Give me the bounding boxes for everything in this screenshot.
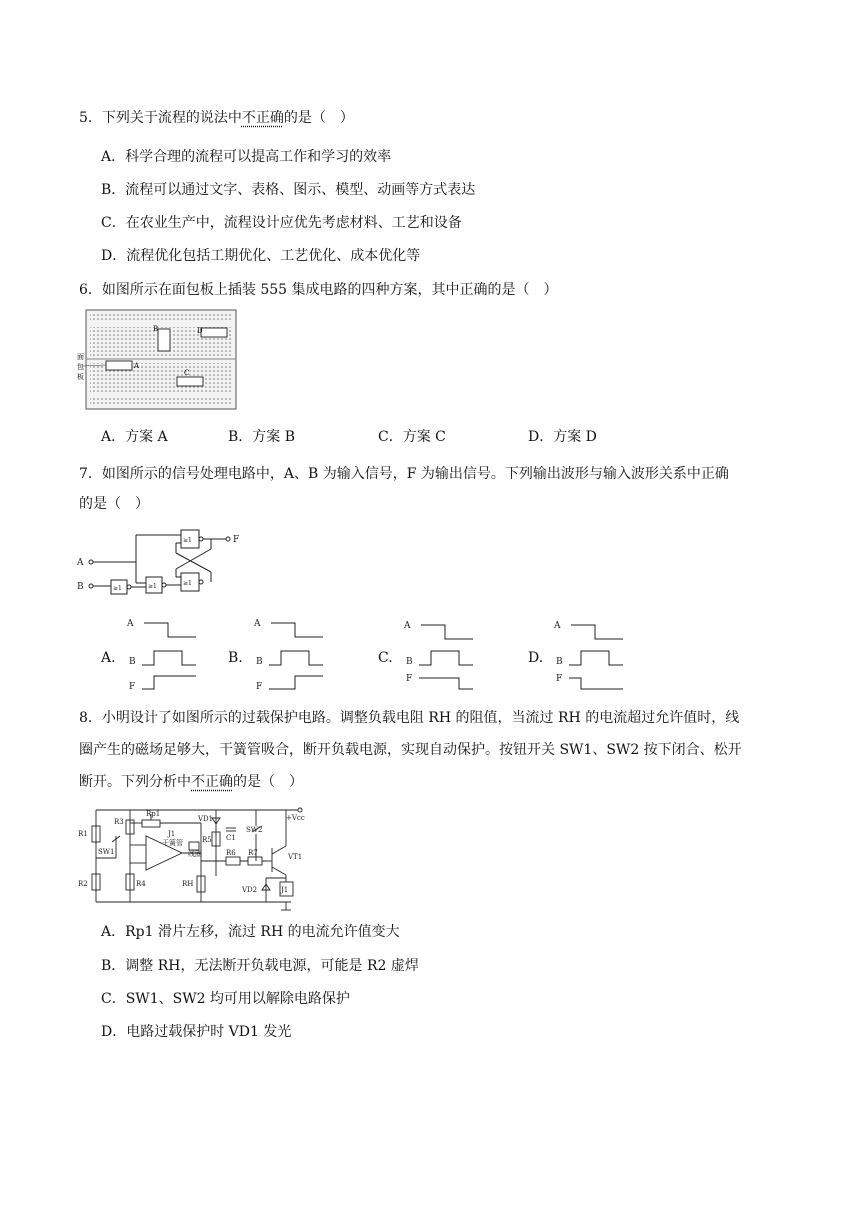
q7-option-c[interactable]: C. bbox=[378, 650, 393, 666]
q6-stem: 6．如图所示在面包板上插装 555 集成电路的四种方案，其中正确的是（ ） bbox=[79, 282, 558, 298]
q7-waveform-d bbox=[553, 613, 627, 693]
q6-side-label-3: 板 bbox=[77, 373, 84, 381]
q7-waveform-c bbox=[403, 613, 477, 693]
q8-circuit-figure bbox=[76, 806, 308, 912]
q6-label-b: B bbox=[153, 325, 159, 333]
q8-option-a[interactable]: A．Rp1 滑片左移，流过 RH 的电流允许值变大 bbox=[101, 924, 400, 940]
q8-stem-line3-text: 断开。下列分析中 bbox=[79, 774, 191, 790]
q6-side-label-2: 包 bbox=[77, 363, 84, 371]
q7-waveform-b bbox=[253, 613, 327, 693]
q7-gate-2-label: ≥1 bbox=[148, 583, 157, 590]
q7-circuit-figure bbox=[76, 525, 246, 597]
wave-d-label-a: A bbox=[554, 621, 561, 631]
q7-gate-3-label: ≥1 bbox=[183, 537, 192, 544]
q8-label-vd1: VD1 bbox=[198, 815, 214, 823]
q6-breadboard-figure bbox=[76, 309, 238, 411]
q7-option-d[interactable]: D. bbox=[528, 650, 544, 666]
q8-label-r1: R1 bbox=[78, 830, 88, 838]
q8-option-c[interactable]: C．SW1、SW2 均可用以解除电路保护 bbox=[101, 991, 350, 1007]
wave-b-label-b: B bbox=[256, 657, 263, 667]
q8-label-c1: C1 bbox=[226, 834, 236, 842]
q8-label-j1-coil: J1 bbox=[281, 886, 289, 894]
wave-b-label-f: F bbox=[256, 682, 263, 692]
q8-stem-line2: 圈产生的磁场足够大，干簧管吸合，断开负载电源，实现自动保护。按钮开关 SW1、SW2 按下闭合、松开 bbox=[79, 742, 742, 758]
q8-label-j1-contact: J1 bbox=[168, 830, 176, 838]
q8-label-vt1: VT1 bbox=[288, 853, 303, 861]
wave-c-label-b: B bbox=[406, 657, 413, 667]
q8-label-sw2: SW2 bbox=[246, 826, 263, 834]
q7-waveform-a bbox=[126, 613, 200, 693]
q7-input-b-label: B bbox=[77, 582, 84, 592]
q8-label-reed: 干簧管 bbox=[162, 839, 183, 847]
q6-label-d: D bbox=[197, 327, 203, 335]
q8-label-r6: R6 bbox=[226, 849, 236, 857]
wave-c-label-a: A bbox=[404, 621, 411, 631]
wave-d-label-b: B bbox=[556, 657, 563, 667]
q7-stem-line2: 的是（ ） bbox=[79, 496, 149, 512]
q8-label-r2: R2 bbox=[78, 880, 88, 888]
q7-option-b[interactable]: B. bbox=[228, 650, 243, 666]
q7-gate-1-label: ≥1 bbox=[113, 585, 122, 592]
q8-label-r4: R4 bbox=[136, 880, 146, 888]
q5-option-d[interactable]: D．流程优化包括工期优化、工艺优化、成本优化等 bbox=[101, 248, 421, 264]
q5-stem-tail: 的是（ ） bbox=[283, 110, 354, 126]
q8-label-r7: R7 bbox=[248, 849, 258, 857]
q8-label-sw1: SW1 bbox=[98, 848, 115, 856]
q8-stem-line3-tail: 的是（ ） bbox=[233, 774, 303, 790]
q8-option-b[interactable]: B．调整 RH，无法断开负载电源，可能是 R2 虚焊 bbox=[101, 958, 419, 974]
wave-a-label-f: F bbox=[129, 682, 136, 692]
wave-b-label-a: A bbox=[254, 619, 261, 629]
q5-option-b[interactable]: B．流程可以通过文字、表格、图示、模型、动画等方式表达 bbox=[101, 182, 476, 198]
q5-stem-emphasis: 不正确 bbox=[241, 110, 284, 126]
q8-label-r5: R5 bbox=[202, 836, 212, 844]
q6-option-c[interactable]: C．方案 C bbox=[378, 429, 446, 445]
q7-output-f-label: F bbox=[233, 535, 240, 545]
q8-option-d[interactable]: D．电路过载保护时 VD1 发光 bbox=[101, 1024, 292, 1040]
q8-label-coil: 线圈 bbox=[188, 850, 202, 858]
q5-option-a[interactable]: A．科学合理的流程可以提高工作和学习的效率 bbox=[101, 149, 392, 165]
q6-option-d[interactable]: D．方案 D bbox=[528, 429, 597, 445]
q8-label-r3: R3 bbox=[114, 818, 124, 826]
wave-c-label-f: F bbox=[406, 674, 413, 684]
q6-option-b[interactable]: B．方案 B bbox=[228, 429, 296, 445]
wave-a-label-b: B bbox=[129, 657, 136, 667]
q8-label-vcc: +Vcc bbox=[286, 814, 305, 822]
q8-stem-line3 bbox=[79, 772, 303, 792]
q6-side-label-1: 面 bbox=[77, 353, 84, 361]
wave-d-label-f: F bbox=[556, 674, 563, 684]
q5-stem-text: 5．下列关于流程的说法中 bbox=[79, 110, 242, 126]
q7-gate-4-label: ≥1 bbox=[183, 580, 192, 587]
q8-label-rh: RH bbox=[182, 880, 194, 888]
q6-option-a[interactable]: A．方案 A bbox=[101, 429, 168, 445]
q6-label-a: A bbox=[134, 362, 140, 370]
wave-a-label-a: A bbox=[127, 619, 134, 629]
q8-label-vd2: VD2 bbox=[242, 886, 258, 894]
q7-input-a-label: A bbox=[77, 558, 84, 568]
q8-label-rp1: Rp1 bbox=[146, 810, 161, 818]
q8-stem-emphasis: 不正确 bbox=[191, 774, 233, 790]
q5-option-c[interactable]: C．在农业生产中，流程设计应优先考虑材料、工艺和设备 bbox=[101, 215, 462, 231]
q5-stem bbox=[79, 108, 354, 128]
q6-label-c: C bbox=[184, 369, 190, 377]
q8-stem-line1: 8．小明设计了如图所示的过载保护电路。调整负载电阻 RH 的阻值，当流过 RH 的电流超过允许值时，线 bbox=[79, 710, 740, 726]
q7-stem-line1: 7．如图所示的信号处理电路中，A、B 为输入信号，F 为输出信号。下列输出波形与输入波形关系中正确 bbox=[79, 466, 729, 482]
q7-option-a[interactable]: A. bbox=[101, 650, 116, 666]
